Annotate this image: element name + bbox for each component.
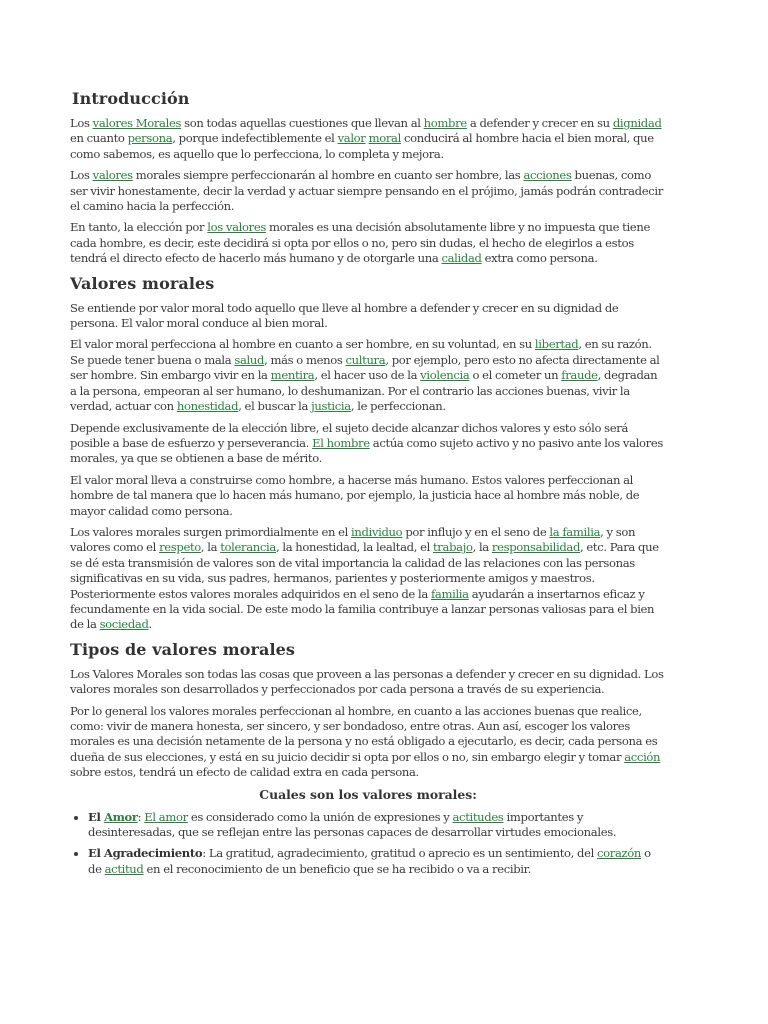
text-run: , el buscar la (238, 399, 312, 414)
text-run: son todas aquellas cuestiones que llevan al (181, 116, 424, 130)
text-run: , más o menos (264, 352, 346, 367)
inline-link[interactable]: valores Morales (92, 116, 182, 130)
section-title-valores-morales: Valores morales (70, 273, 215, 293)
text-run: , porque indefectiblemente el (172, 131, 338, 146)
inline-link[interactable]: actitudes (452, 809, 504, 824)
text-run: ayudarán a insertarnos eficaz y fecundamente en la vida social. De este modo la familia contribuye a lanzar personas valiosas para el bien de la (70, 586, 655, 632)
text-run: Los valores morales surgen primordialmente en el (70, 524, 352, 539)
inline-link[interactable]: cultura (345, 352, 386, 367)
paragraph (70, 525, 666, 633)
inline-link[interactable]: corazón (597, 846, 642, 861)
list-item (88, 846, 666, 877)
text-run: El (88, 809, 104, 824)
text-run: , en su razón. Se puede tener buena o mala (70, 337, 652, 367)
text-run: Depende exclusivamente de la elección libre, el sujeto decide alcanzar dichos valores y esto sólo será posible a base de esfuerzo y perseverancia. (70, 420, 629, 450)
text-run: Los Valores Morales son todas las cosas que proveen a las personas a defender y crecer en su dignidad. Los valores morales son desarrollados y perfeccionados por cada persona a través de su experiencia. (70, 666, 664, 697)
text-run: : (137, 809, 145, 824)
text-run: en cuanto (70, 131, 128, 146)
text-run: o de (88, 846, 651, 876)
text-run: o el cometer un (469, 368, 562, 383)
text-run: : La gratitud, agradecimiento, gratitud o aprecio es un sentimiento, del (202, 846, 597, 861)
inline-link[interactable]: acciones (523, 168, 572, 183)
text-run: , le perfeccionan. (350, 399, 446, 414)
inline-link[interactable]: honestidad (176, 399, 239, 414)
inline-link[interactable]: moral (368, 131, 401, 146)
text-run: Los (70, 116, 93, 130)
paragraph (70, 116, 666, 162)
list-subheading: Cuales son los valores morales: (259, 786, 477, 802)
inline-link[interactable]: responsabilidad (491, 540, 581, 555)
paragraph (70, 220, 666, 266)
inline-link[interactable]: tolerancia (220, 540, 276, 555)
text-run: importantes y desinteresadas, que se reflejan entre las personas capaces de desarrollar virtudes emocionales. (88, 809, 617, 840)
inline-link[interactable]: fraude (561, 368, 598, 383)
section-title-introduccion: Introducción (72, 89, 190, 108)
inline-link[interactable]: acción (624, 749, 661, 764)
inline-link[interactable]: salud (234, 352, 265, 367)
text-run: Se entiende por valor moral todo aquello que lleve al hombre a defender y crecer en su dignidad de persona. El valor moral conduce al bien moral. (70, 300, 619, 331)
text-run: , la (472, 540, 492, 555)
text-run: a defender y crecer en su (466, 116, 613, 130)
paragraph (70, 168, 666, 214)
text-run: Los (70, 168, 93, 183)
text-run: morales siempre perfeccionarán al hombre en cuanto ser hombre, las (132, 168, 524, 183)
inline-link[interactable]: la familia (549, 524, 601, 539)
text-run: Por lo general los valores morales perfeccionan al hombre, en cuanto a las acciones buenas que realice, como: vivir de manera honesta, ser sincero, y ser bondadoso, entre otras. Aun así, escoger los valores morales es una decisión netamente de la persona y no está obligado a ejecutarlo, es decir, cada persona es dueña de sus elecciones, y está en su juicio decidir si opta por ellos o no, sin embargo elegir y tomar (70, 703, 658, 764)
inline-link[interactable]: hombre (423, 116, 467, 130)
inline-link[interactable]: trabajo (433, 540, 473, 555)
list-item (88, 810, 666, 841)
paragraph (70, 301, 666, 332)
inline-link[interactable]: libertad (534, 337, 579, 352)
inline-link[interactable]: violencia (420, 368, 470, 383)
paragraph (70, 473, 666, 519)
text-run: , la (200, 540, 221, 555)
values-list (70, 810, 666, 878)
inline-link[interactable]: familia (430, 586, 469, 601)
inline-link[interactable]: Amor (103, 809, 138, 824)
inline-link[interactable]: El amor (144, 809, 188, 824)
text-run: morales es una decisión absolutamente libre y no impuesta que tiene cada hombre, es decir, este decidirá si opta por ellos o no, pero sin dudas, el hecho de elegirlos a estos tendrá el directo efecto de hacerlo más humano y de otorgarle una (70, 220, 650, 266)
text-run: actúa como sujeto activo y no pasivo ante los valores morales, ya que se obtienen a base de mérito. (70, 435, 663, 466)
inline-link[interactable]: respeto (159, 540, 201, 555)
inline-link[interactable]: valores (92, 168, 133, 183)
text-run: El valor moral perfecciona al hombre en cuanto a ser hombre, en su voluntad, en su (70, 337, 535, 352)
text-run: El Agradecimiento (88, 846, 203, 861)
text-run: en el reconocimiento de un beneficio que se ha recibido o va a recibir. (143, 861, 531, 876)
text-run: conducirá al hombre hacia el bien moral, que como sabemos, es aquello que lo perfecciona, lo completa y mejora. (70, 131, 654, 161)
text-run: buenas, como ser vivir honestamente, decir la verdad y actuar siempre pensando en el prójimo, jamás podrán contradecir el camino hacia la perfección. (70, 168, 663, 214)
paragraph (70, 337, 666, 414)
text-run: , degradan a la persona, empeoran al ser humano, lo deshumanizan. Por el contrario las acciones buenas, vivir la verdad, actuar con (70, 368, 658, 414)
inline-link[interactable]: sociedad (99, 617, 149, 632)
inline-link[interactable]: persona (127, 131, 173, 146)
paragraph (70, 704, 666, 781)
inline-link[interactable]: individuo (351, 524, 403, 539)
paragraph (70, 667, 666, 698)
text-run: es considerado como la unión de expresiones y (187, 809, 453, 824)
text-run: sobre estos, tendrá un efecto de calidad extra en cada persona. (70, 765, 419, 780)
text-run: . (148, 617, 152, 632)
inline-link[interactable]: mentira (270, 368, 315, 383)
text-run: En tanto, la elección por (70, 220, 208, 235)
article-body (70, 88, 666, 883)
text-run: El valor moral lleva a construirse como hombre, a hacerse más humano. Estos valores perfeccionan al hombre de tal manera que lo hacen más humano, por ejemplo, la justicia hace al hombre más noble, de mayor calidad como persona. (70, 472, 640, 518)
inline-link[interactable]: los valores (207, 220, 266, 235)
inline-link[interactable]: calidad (441, 251, 482, 266)
inline-link[interactable]: actitud (104, 861, 144, 876)
text-run: , etc. Para que se dé esta transmisión de valores son de vital importancia la calidad de las relaciones con las personas significativas en su vida, sus padres, hermanos, parientes y posteriormente amigos y maestros. Posteriormente estos valores morales adquiridos en el seno de la (70, 540, 659, 601)
text-run: , la honestidad, la lealtad, el (275, 540, 433, 555)
text-run: , por ejemplo, pero esto no afecta directamente al ser hombre. Sin embargo vivir en la (70, 352, 660, 383)
inline-link[interactable]: justicia (311, 399, 351, 414)
text-run: extra como persona. (481, 251, 598, 266)
inline-link[interactable]: dignidad (612, 116, 662, 130)
section-title-tipos: Tipos de valores morales (70, 639, 296, 659)
paragraph (70, 421, 666, 467)
inline-link[interactable]: valor (337, 131, 366, 146)
inline-link[interactable]: El hombre (312, 435, 370, 450)
text-run: por influjo y en el seno de (402, 524, 550, 539)
text-run: , y son valores como el (70, 524, 636, 555)
text-run: , el hacer uso de la (314, 368, 421, 383)
